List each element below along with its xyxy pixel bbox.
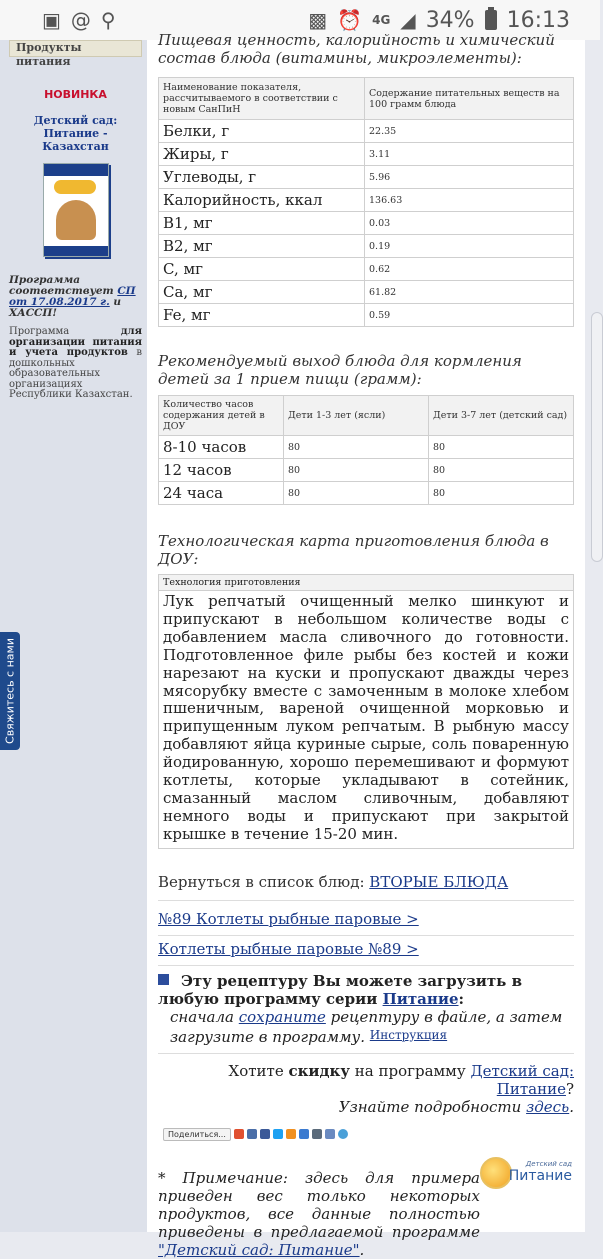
signal-icon: ◢	[400, 8, 416, 32]
sidebar	[0, 40, 147, 1232]
network-type: 4G	[372, 12, 391, 27]
gallery-icon: ▣	[42, 8, 61, 32]
nutrition-table	[158, 77, 574, 327]
mail-icon[interactable]	[325, 1129, 335, 1139]
sp-link[interactable]: СП от 17.08.2017 г.	[9, 285, 136, 308]
more-share-icon[interactable]	[338, 1129, 348, 1139]
new-badge: НОВИНКА	[44, 88, 107, 101]
note-text: * Примечание: здесь для примера приведен вес только некоторых продуктов, все данные полностью приведены в предлагаемой программе "Детский сад: Питание".	[158, 1168, 480, 1259]
portion-hours: 8-10 часов	[159, 436, 284, 459]
portion-nursery-value: 80	[284, 436, 429, 459]
note-block	[158, 1159, 574, 1259]
save-icon	[158, 974, 169, 985]
divider	[158, 965, 574, 966]
tech-text: Лук репчатый очищенный мелко шинкуют и припускают в небольшом количестве воды с добавлением масла сливочного до готовности. Подготовленное филе рыбы без костей и кожи нарезают на куски и пропускают дважды через мясорубку вместе с замоченным в молоке хлебом пшеничным, вареной очищенной морковью и припущенным луком репчатым. В рыбную массу добавляют яйца куриные сырые, соль поваренную йодированную, хорошо перемешивают и формуют котлеты, которые укладывают в сотейник, смазанный маслом сливочным, добавляют немного воды и припускают при закрытой крышке в течение 15-20 мин.	[159, 591, 574, 849]
second-courses-link[interactable]: ВТОРЫЕ БЛЮДА	[369, 872, 509, 891]
details-here-link[interactable]: здесь	[526, 1097, 570, 1116]
contact-us-tab[interactable]: Свяжитесь с нами	[0, 632, 20, 750]
right-gutter	[585, 40, 600, 1232]
nutrient-name: C, мг	[159, 258, 365, 281]
pitanie-logo: Детский сад Питание	[480, 1157, 574, 1193]
nutrient-value: 61.82	[365, 281, 574, 304]
nutrient-value: 0.62	[365, 258, 574, 281]
nutrition-row	[159, 120, 574, 143]
portion-nursery-value: 80	[284, 482, 429, 505]
nutrition-row	[159, 281, 574, 304]
back-to-list: Вернуться в список блюд: ВТОРЫЕ БЛЮДА	[158, 872, 509, 891]
program-description: Программа для организации питания и учета продуктов в дошкольных образовательных организациях Республики Казахстан.	[9, 326, 142, 400]
discount-block: Хотите скидку на программу Детский сад: Питание? Узнайте подробности здесь.	[228, 1061, 574, 1116]
nutrient-value: 0.19	[365, 235, 574, 258]
main-content	[147, 31, 585, 1259]
nutrient-name: B1, мг	[159, 212, 365, 235]
portion-col-hours: Количество часов содержания детей в ДОУ	[159, 396, 284, 436]
portion-heading: Рекомендуемый выход блюда для кормления детей за 1 прием пищи (грамм):	[158, 352, 522, 388]
social-icon[interactable]	[234, 1129, 244, 1139]
nutrition-row	[159, 235, 574, 258]
vk-icon[interactable]	[247, 1129, 257, 1139]
logo-icon	[480, 1157, 512, 1189]
portion-row	[159, 436, 574, 459]
mailru-icon[interactable]	[299, 1129, 309, 1139]
tech-table	[158, 574, 574, 849]
nutrient-name: Белки, г	[159, 120, 365, 143]
nutrition-row	[159, 166, 574, 189]
scroll-handle[interactable]	[591, 312, 603, 562]
at-icon: @	[70, 8, 91, 32]
nutrient-name: Калорийность, ккал	[159, 189, 365, 212]
product-box-image[interactable]	[43, 163, 109, 257]
nutrient-name: Ca, мг	[159, 281, 365, 304]
program-link[interactable]: Детский сад: Питание	[470, 1061, 574, 1098]
search-icon: ⚲	[100, 8, 116, 32]
nutrition-row	[159, 212, 574, 235]
portion-kindergarten-value: 80	[429, 459, 574, 482]
nutrient-name: Fe, мг	[159, 304, 365, 327]
download-block: Эту рецептуру Вы можете загрузить в любую программу серии Питание: сначала сохраните рецептуру в файле, а затем загрузите в программу. $^{Инструкция}$	[158, 971, 563, 1046]
facebook-icon[interactable]	[260, 1129, 270, 1139]
nutrition-row	[159, 304, 574, 327]
portion-col-kindergarten: Дети 3-7 лет (детский сад)	[429, 396, 574, 436]
share-row	[158, 1128, 574, 1141]
nutrition-heading: Пищевая ценность, калорийность и химический состав блюда (витамины, микроэлементы):	[158, 31, 555, 67]
nutrient-name: Углеводы, г	[159, 166, 365, 189]
divider	[158, 900, 574, 901]
nutrition-row	[159, 189, 574, 212]
twitter-icon[interactable]	[273, 1129, 283, 1139]
divider	[158, 1053, 574, 1054]
bookmark-icon[interactable]	[312, 1129, 322, 1139]
nutrient-value: 3.11	[365, 143, 574, 166]
recipe-link-89[interactable]: №89 Котлеты рыбные паровые >	[158, 909, 419, 928]
battery-percent: 34%	[425, 7, 475, 33]
nutrient-value: 136.63	[365, 189, 574, 212]
tech-col-header: Технология приготовления	[159, 575, 574, 591]
portion-nursery-value: 80	[284, 459, 429, 482]
nutrition-row	[159, 258, 574, 281]
battery-icon	[485, 10, 497, 30]
nutrient-value: 0.03	[365, 212, 574, 235]
instruction-link[interactable]: Инструкция	[369, 1027, 448, 1042]
nutrition-col-name: Наименование показателя, рассчитываемого в соответствии с новым СанПиН	[159, 78, 365, 120]
nutrient-name: Жиры, г	[159, 143, 365, 166]
portion-table	[158, 395, 574, 505]
sidebar-category-products[interactable]: Продукты питания	[9, 40, 142, 57]
portion-row	[159, 459, 574, 482]
note-program-link[interactable]: "Детский сад: Питание"	[158, 1240, 360, 1259]
portion-col-nursery: Дети 1-3 лет (ясли)	[284, 396, 429, 436]
share-button[interactable]: Поделиться...	[163, 1128, 231, 1141]
portion-kindergarten-value: 80	[429, 436, 574, 459]
portion-kindergarten-value: 80	[429, 482, 574, 505]
portion-hours: 12 часов	[159, 459, 284, 482]
save-recipe-link[interactable]: сохраните	[238, 1007, 326, 1026]
tech-heading: Технологическая карта приготовления блюда в ДОУ:	[158, 532, 549, 568]
nutrition-col-value: Содержание питательных веществ на 100 грамм блюда	[365, 78, 574, 120]
portion-hours: 24 часа	[159, 482, 284, 505]
sidebar-product-title[interactable]: Детский сад: Питание - Казахстан	[33, 114, 118, 153]
nutrient-value: 5.96	[365, 166, 574, 189]
nutrient-name: B2, мг	[159, 235, 365, 258]
pitanie-link[interactable]: Питание	[382, 989, 459, 1008]
nutrition-row	[159, 143, 574, 166]
alarm-icon: ⏰	[337, 8, 363, 32]
divider	[158, 935, 574, 936]
recipe-link-alt[interactable]: Котлеты рыбные паровые №89 >	[158, 939, 419, 958]
download-notification-icon: ▩	[308, 8, 328, 32]
program-compliance-text: Программа соответствует СП от 17.08.2017 г. и ХАССП!	[9, 274, 136, 319]
nutrient-value: 0.59	[365, 304, 574, 327]
portion-row	[159, 482, 574, 505]
odnoklassniki-icon[interactable]	[286, 1129, 296, 1139]
clock: 16:13	[506, 7, 570, 33]
nutrient-value: 22.35	[365, 120, 574, 143]
